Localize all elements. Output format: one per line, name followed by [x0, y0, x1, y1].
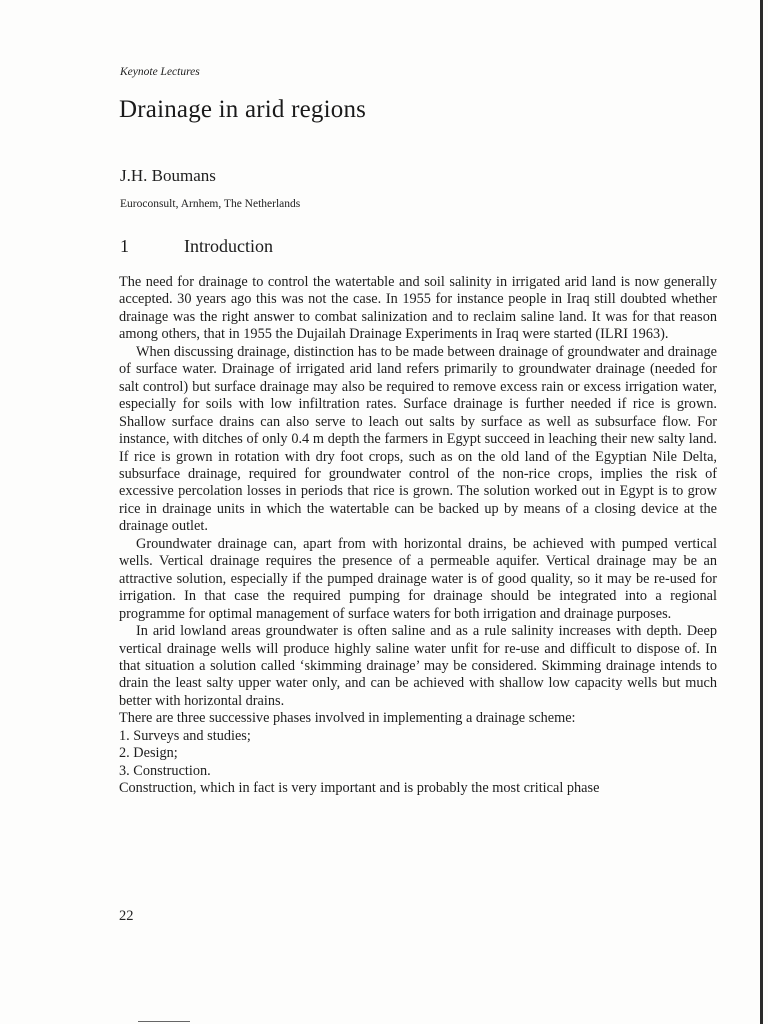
paragraph-3: Groundwater drainage can, apart from with horizontal drains, be achieved with pumped vertical wells. Vertical drainage requires the presence of a permeable aquifer. Vertical drainage may be an attractive solution, especially if the pumped drainage water is of good quality, so it may be re-used for irrigation. In that case the required pumping for drainage should be integrated into a regional programme for optimal management of surface waters for both irrigation and drainage purposes. — [119, 535, 717, 622]
phase-item: 3. Construction. — [119, 762, 211, 779]
phase-item: 2. Design; — [119, 745, 178, 762]
article-title: Drainage in arid regions — [119, 96, 367, 123]
section-heading — [120, 236, 273, 257]
running-head: Keynote Lectures — [120, 66, 200, 78]
author-name: J.H. Boumans — [120, 166, 216, 185]
phase-item: 1. Surveys and studies; — [119, 727, 251, 744]
section-title: Introduction — [184, 236, 273, 256]
section-number: 1 — [120, 236, 129, 256]
phase-list — [119, 728, 717, 780]
author-affiliation: Euroconsult, Arnhem, The Netherlands — [120, 198, 301, 210]
footer-rule — [138, 1021, 190, 1022]
page-edge-shadow — [760, 0, 763, 1024]
body-text — [119, 274, 717, 798]
paragraph-5: There are three successive phases involved in implementing a drainage scheme: — [119, 710, 576, 727]
paragraph-1: The need for drainage to control the watertable and soil salinity in irrigated arid land is now generally accepted. 30 years ago this was not the case. In 1955 for instance people in Iraq still doubted whether drainage was the right answer to combat salinization and to reclaim saline land. It was for that reason among others, that in 1955 the Dujailah Drainage Experiments in Iraq were started (ILRI 1963). — [119, 274, 717, 343]
closing-line: Construction, which in fact is very important and is probably the most critical phase — [119, 780, 600, 797]
paragraph-2: When discussing drainage, distinction has to be made between drainage of groundwater and drainage of surface water. Drainage of irrigated arid land refers primarily to groundwater drainage (needed for salt control) but surface drainage may also be required to remove excess rain or excess irrigation water, especially for soils with low infiltration rates. Surface drainage is further needed if rice is grown. Shallow surface drains can also serve to leach out salts by surface as well as subsurface flow. For instance, with ditches of only 0.4 m depth the farmers in Egypt succeed in leaching their new salty land. If rice is grown in rotation with dry foot crops, such as on the old land of the Egyptian Nile Delta, subsurface drainage, required for groundwater control of the non-rice crops, implies the risk of excessive percolation losses in periods that rice is grown. The solution worked out in Egypt is to grow rice in drainage units in which the watertable can be backed up by means of a closing device at the drainage outlet. — [119, 343, 717, 535]
page-number: 22 — [119, 908, 134, 924]
paragraph-4: In arid lowland areas groundwater is often saline and as a rule salinity increases with depth. Deep vertical drainage wells will produce highly saline water unfit for re-use and difficult to dispose of. In that situation a solution called ‘skimming drainage’ may be considered. Skimming drainage intends to drain the least salty upper water only, and can be achieved with shallow low capacity wells but much better with horizontal drains. — [119, 623, 717, 709]
